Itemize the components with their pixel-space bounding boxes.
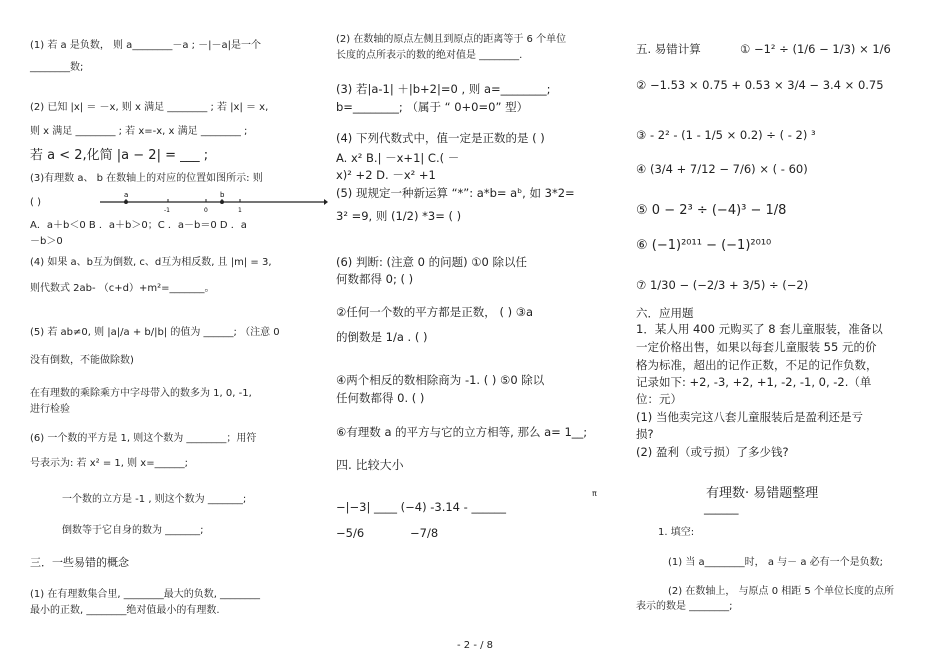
q5-line2: 没有倒数，不能做除数) (30, 355, 134, 366)
q4-line1: (4) 如果 a、b互为倒数, c、d互为相反数, 且 |m| = 3, (30, 257, 272, 268)
q3-options-cont: －b＞0 (30, 236, 63, 247)
problem-q1: (1) 当他卖完这八套儿童服装后是盈利还是亏 (636, 410, 863, 424)
compare-right-frac: −7/8 (410, 526, 439, 540)
point-a (124, 200, 128, 204)
note-line2: 进行检验 (30, 404, 70, 415)
concept3-line2: b=________; （属于 “ 0+0=0” 型） (336, 100, 529, 114)
fill-q1: (1) 当 a________时， a 与－ a 必有一个是负数; (668, 557, 883, 568)
fill-q2-line1: (2) 在数轴上， 与原点 0 相距 5 个单位长度的点所 (668, 586, 894, 597)
problem-q2: (2) 盈利（或亏损）了多少钱? (636, 445, 789, 459)
section-four-heading: 四. 比较大小 (336, 458, 404, 472)
q6-line4: 倒数等于它自身的数为 _______; (62, 525, 204, 536)
point-b (220, 200, 224, 204)
concept1-line1: (1) 在有理数集合里, ________最大的负数, ________ (30, 589, 261, 600)
column-right (636, 0, 936, 640)
page-number: - 2 - / 8 (456, 640, 494, 651)
expr-7: ⑦ 1/30 − (−2/3 + 3/5) ÷ (−2) (636, 278, 809, 292)
concept3-line1: (3) 若|a-1| ＋|b+2|=0 , 则 a=________; (336, 82, 551, 96)
judge-line2: 何数都得 0; ( ) (336, 272, 414, 286)
q1-line1: (1) 若 a 是负数， 则 a________－a ; －|－a|是一个 (30, 40, 262, 51)
q3-options: A．a＋b＜0 B ．a＋b＞0；C ．a－b＝0 D ．a (30, 220, 247, 231)
compare-left-frac: −5/6 (336, 526, 365, 540)
concept2-line2: 长度的点所表示的数的绝对值是 ________. (336, 50, 523, 61)
judge-line1: (6) 判断: (注意 0 的问题) ①0 除以任 (336, 255, 528, 269)
problem-line2: 一定价格出售，如果以每套儿童服装 55 元的价 (636, 340, 877, 354)
fill-q2-line2: 表示的数是 ________; (636, 601, 733, 612)
expr-1: ① −1² ÷ (1/6 − 1/3) × 1/6 (740, 42, 891, 56)
problem-line3: 格为标准，超出的记作正数，不足的记作负数， (636, 358, 878, 372)
q5-line1: (5) 若 ab≠0, 则 |a|/a + b/|b| 的值为 ______; （注意 0 (30, 327, 280, 338)
problem-q1-cont: 损? (636, 427, 654, 441)
q3-line2: ( ) (30, 197, 41, 208)
concept4-line3: x)² +2 D. －x² +1 (336, 168, 436, 182)
problem-line1: 1．某人用 400 元购买了 8 套儿童服装，准备以 (636, 322, 883, 336)
label-b: b (220, 191, 225, 199)
q3-line1: (3)有理数 a、 b 在数轴上的对应的位置如图所示: 则 (30, 173, 263, 184)
concept5-line1: (5) 现规定一种新运算 “*”: a*b= aᵇ, 如 3*2= (336, 186, 575, 200)
expr-6: ⑥ (−1)²⁰¹¹ − (−1)²⁰¹⁰ (636, 238, 772, 253)
page-title: 有理数· 易错题整理 (706, 486, 819, 501)
title-underline: ______ (704, 501, 739, 515)
problem-line5: 位：元） (636, 392, 682, 406)
tick-0: 0 (204, 207, 208, 214)
q6-line3: 一个数的立方是 -1 , 则这个数为 _______; (62, 494, 247, 505)
column-left (30, 0, 320, 640)
label-a: a (124, 191, 129, 199)
expr-5: ⑤ 0 − 2³ ÷ (−4)³ − 1/8 (636, 203, 787, 218)
concept4-line2: A. x² B.| －x+1| C.( － (336, 151, 460, 165)
note-line1: 在有理数的乘除乘方中字母带入的数多为 1, 0, -1, (30, 388, 252, 399)
column-middle (336, 0, 628, 640)
judge-line5: ④两个相反的数相除商为 -1. ( ) ⑤0 除以 (336, 373, 545, 387)
judge-line7: ⑥有理数 a 的平方与它的立方相等, 那么 a= 1__; (336, 425, 588, 439)
section-five-heading: 五. 易错计算 (636, 42, 701, 56)
expr-3: ③ - 2² - (1 - 1/5 × 0.2) ÷ ( - 2) ³ (636, 128, 816, 142)
expr-2: ② −1.53 × 0.75 + 0.53 × 3/4 − 3.4 × 0.75 (636, 78, 884, 92)
tick-neg1: -1 (164, 207, 170, 214)
q2-line3: 若 a < 2,化简 |a − 2| = ___ ; (30, 148, 209, 163)
tick-1: 1 (238, 207, 242, 214)
section-three-heading: 三．一些易错的概念 (30, 556, 129, 569)
concept5-line2: 3² =9, 则 (1/2) *3= ( ) (336, 209, 462, 223)
q6-line2: 号表示为: 若 x² = 1, 则 x=______; (30, 458, 188, 469)
fill-heading: 1. 填空: (658, 527, 695, 538)
concept2-line1: (2) 在数轴的原点左侧且到原点的距离等于 6 个单位 (336, 34, 567, 45)
judge-line4: 的倒数是 1/a . ( ) (336, 330, 428, 344)
pi-label: π (592, 489, 597, 498)
concept1-line2: 最小的正数, ________绝对值最小的有理数. (30, 605, 220, 616)
number-line (98, 190, 328, 214)
judge-line3: ②任何一个数的平方都是正数， ( ) ③a (336, 305, 534, 319)
expr-4: ④ (3/4 + 7/12 − 7/6) × ( - 60) (636, 162, 808, 176)
concept4-line1: (4) 下列代数式中，值一定是正数的是 ( ) (336, 131, 545, 145)
q6-line1: (6) 一个数的平方是 1, 则这个数为 ________；用符 (30, 433, 257, 444)
section-six-heading: 六．应用题 (636, 306, 694, 320)
q2-line2: 则 x 满足 ________ ; 若 x=-x, x 满足 ________ ; (30, 126, 248, 137)
q4-line2: 则代数式 2ab- （c+d）+m²=_______。 (30, 283, 215, 294)
q1-line2: ________数; (30, 62, 84, 73)
compare-row1: −|−3| ____ (−4) -3.14 - ______ (336, 500, 506, 514)
judge-line6: 任何数都得 0. ( ) (336, 391, 425, 405)
q2-line1: (2) 已知 |x| ＝ －x, 则 x 满足 ________ ; 若 |x| ＝ x, (30, 102, 269, 113)
problem-line4: 记录如下: +2, -3, +2, +1, -2, -1, 0, -2.（单 (636, 375, 872, 389)
